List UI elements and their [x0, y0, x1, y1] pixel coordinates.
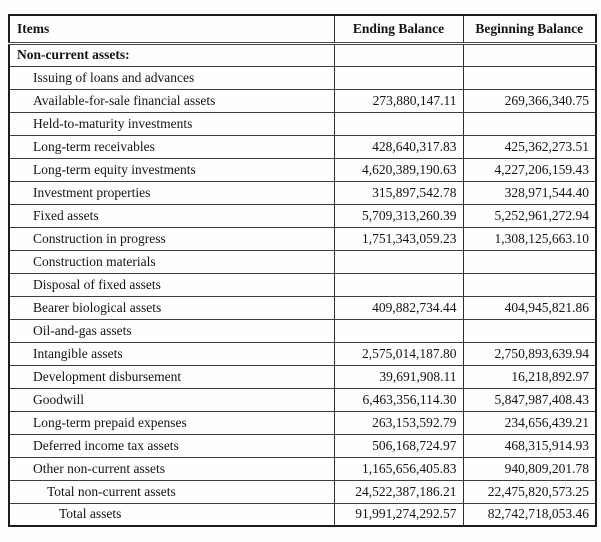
- row-label: Long-term prepaid expenses: [9, 411, 334, 434]
- table-body: [9, 43, 596, 526]
- row-ending-balance: 6,463,356,114.30: [334, 388, 463, 411]
- table-row: [9, 250, 596, 273]
- row-label: Construction in progress: [9, 227, 334, 250]
- table-row: [9, 43, 596, 66]
- column-header-items: Items: [9, 15, 334, 43]
- row-label: Total assets: [9, 503, 334, 526]
- row-ending-balance: 39,691,908.11: [334, 365, 463, 388]
- row-label: Bearer biological assets: [9, 296, 334, 319]
- row-beginning-balance: [463, 43, 596, 66]
- table-row: [9, 158, 596, 181]
- table-row: [9, 227, 596, 250]
- row-label: Other non-current assets: [9, 457, 334, 480]
- row-ending-balance: 2,575,014,187.80: [334, 342, 463, 365]
- row-label: Non-current assets:: [9, 43, 334, 66]
- table-row: [9, 296, 596, 319]
- table-row: [9, 135, 596, 158]
- row-beginning-balance: [463, 112, 596, 135]
- row-ending-balance: 409,882,734.44: [334, 296, 463, 319]
- row-ending-balance: 4,620,389,190.63: [334, 158, 463, 181]
- column-header-beginning-balance: Beginning Balance: [463, 15, 596, 43]
- table-row: [9, 342, 596, 365]
- row-ending-balance: 273,880,147.11: [334, 89, 463, 112]
- table-row: [9, 365, 596, 388]
- row-ending-balance: [334, 250, 463, 273]
- table-row: [9, 388, 596, 411]
- row-beginning-balance: 16,218,892.97: [463, 365, 596, 388]
- table-row: [9, 434, 596, 457]
- row-beginning-balance: 940,809,201.78: [463, 457, 596, 480]
- row-ending-balance: 24,522,387,186.21: [334, 480, 463, 503]
- row-label: Development disbursement: [9, 365, 334, 388]
- row-beginning-balance: [463, 273, 596, 296]
- header-row: [9, 15, 596, 43]
- row-ending-balance: [334, 112, 463, 135]
- row-beginning-balance: 4,227,206,159.43: [463, 158, 596, 181]
- row-label: Fixed assets: [9, 204, 334, 227]
- row-beginning-balance: 2,750,893,639.94: [463, 342, 596, 365]
- row-label: Construction materials: [9, 250, 334, 273]
- row-ending-balance: [334, 43, 463, 66]
- row-beginning-balance: 22,475,820,573.25: [463, 480, 596, 503]
- row-label: Goodwill: [9, 388, 334, 411]
- row-beginning-balance: [463, 66, 596, 89]
- row-label: Long-term equity investments: [9, 158, 334, 181]
- row-beginning-balance: 5,847,987,408.43: [463, 388, 596, 411]
- table-row: [9, 480, 596, 503]
- row-beginning-balance: [463, 319, 596, 342]
- row-ending-balance: [334, 66, 463, 89]
- row-beginning-balance: 82,742,718,053.46: [463, 503, 596, 526]
- row-label: Issuing of loans and advances: [9, 66, 334, 89]
- table-row: [9, 204, 596, 227]
- row-beginning-balance: 234,656,439.21: [463, 411, 596, 434]
- table-row: [9, 457, 596, 480]
- row-label: Held-to-maturity investments: [9, 112, 334, 135]
- row-ending-balance: 315,897,542.78: [334, 181, 463, 204]
- table-row: [9, 273, 596, 296]
- row-label: Oil-and-gas assets: [9, 319, 334, 342]
- table-row: [9, 503, 596, 526]
- row-beginning-balance: 404,945,821.86: [463, 296, 596, 319]
- table-header: [9, 15, 596, 43]
- row-label: Intangible assets: [9, 342, 334, 365]
- row-ending-balance: 1,751,343,059.23: [334, 227, 463, 250]
- row-beginning-balance: 5,252,961,272.94: [463, 204, 596, 227]
- row-ending-balance: 506,168,724.97: [334, 434, 463, 457]
- row-label: Long-term receivables: [9, 135, 334, 158]
- table-row: [9, 112, 596, 135]
- row-label: Investment properties: [9, 181, 334, 204]
- balance-sheet-table-wrap: [8, 14, 595, 527]
- row-beginning-balance: 425,362,273.51: [463, 135, 596, 158]
- table-row: [9, 66, 596, 89]
- table-row: [9, 89, 596, 112]
- row-beginning-balance: 1,308,125,663.10: [463, 227, 596, 250]
- balance-sheet-table: [8, 14, 597, 527]
- table-row: [9, 319, 596, 342]
- table-row: [9, 181, 596, 204]
- row-label: Available-for-sale financial assets: [9, 89, 334, 112]
- row-ending-balance: 91,991,274,292.57: [334, 503, 463, 526]
- row-ending-balance: 428,640,317.83: [334, 135, 463, 158]
- row-label: Total non-current assets: [9, 480, 334, 503]
- row-ending-balance: 1,165,656,405.83: [334, 457, 463, 480]
- row-label: Disposal of fixed assets: [9, 273, 334, 296]
- row-beginning-balance: 269,366,340.75: [463, 89, 596, 112]
- row-beginning-balance: 468,315,914.93: [463, 434, 596, 457]
- row-beginning-balance: 328,971,544.40: [463, 181, 596, 204]
- row-beginning-balance: [463, 250, 596, 273]
- row-ending-balance: [334, 273, 463, 296]
- table-row: [9, 411, 596, 434]
- row-ending-balance: [334, 319, 463, 342]
- row-ending-balance: 263,153,592.79: [334, 411, 463, 434]
- row-ending-balance: 5,709,313,260.39: [334, 204, 463, 227]
- column-header-ending-balance: Ending Balance: [334, 15, 463, 43]
- row-label: Deferred income tax assets: [9, 434, 334, 457]
